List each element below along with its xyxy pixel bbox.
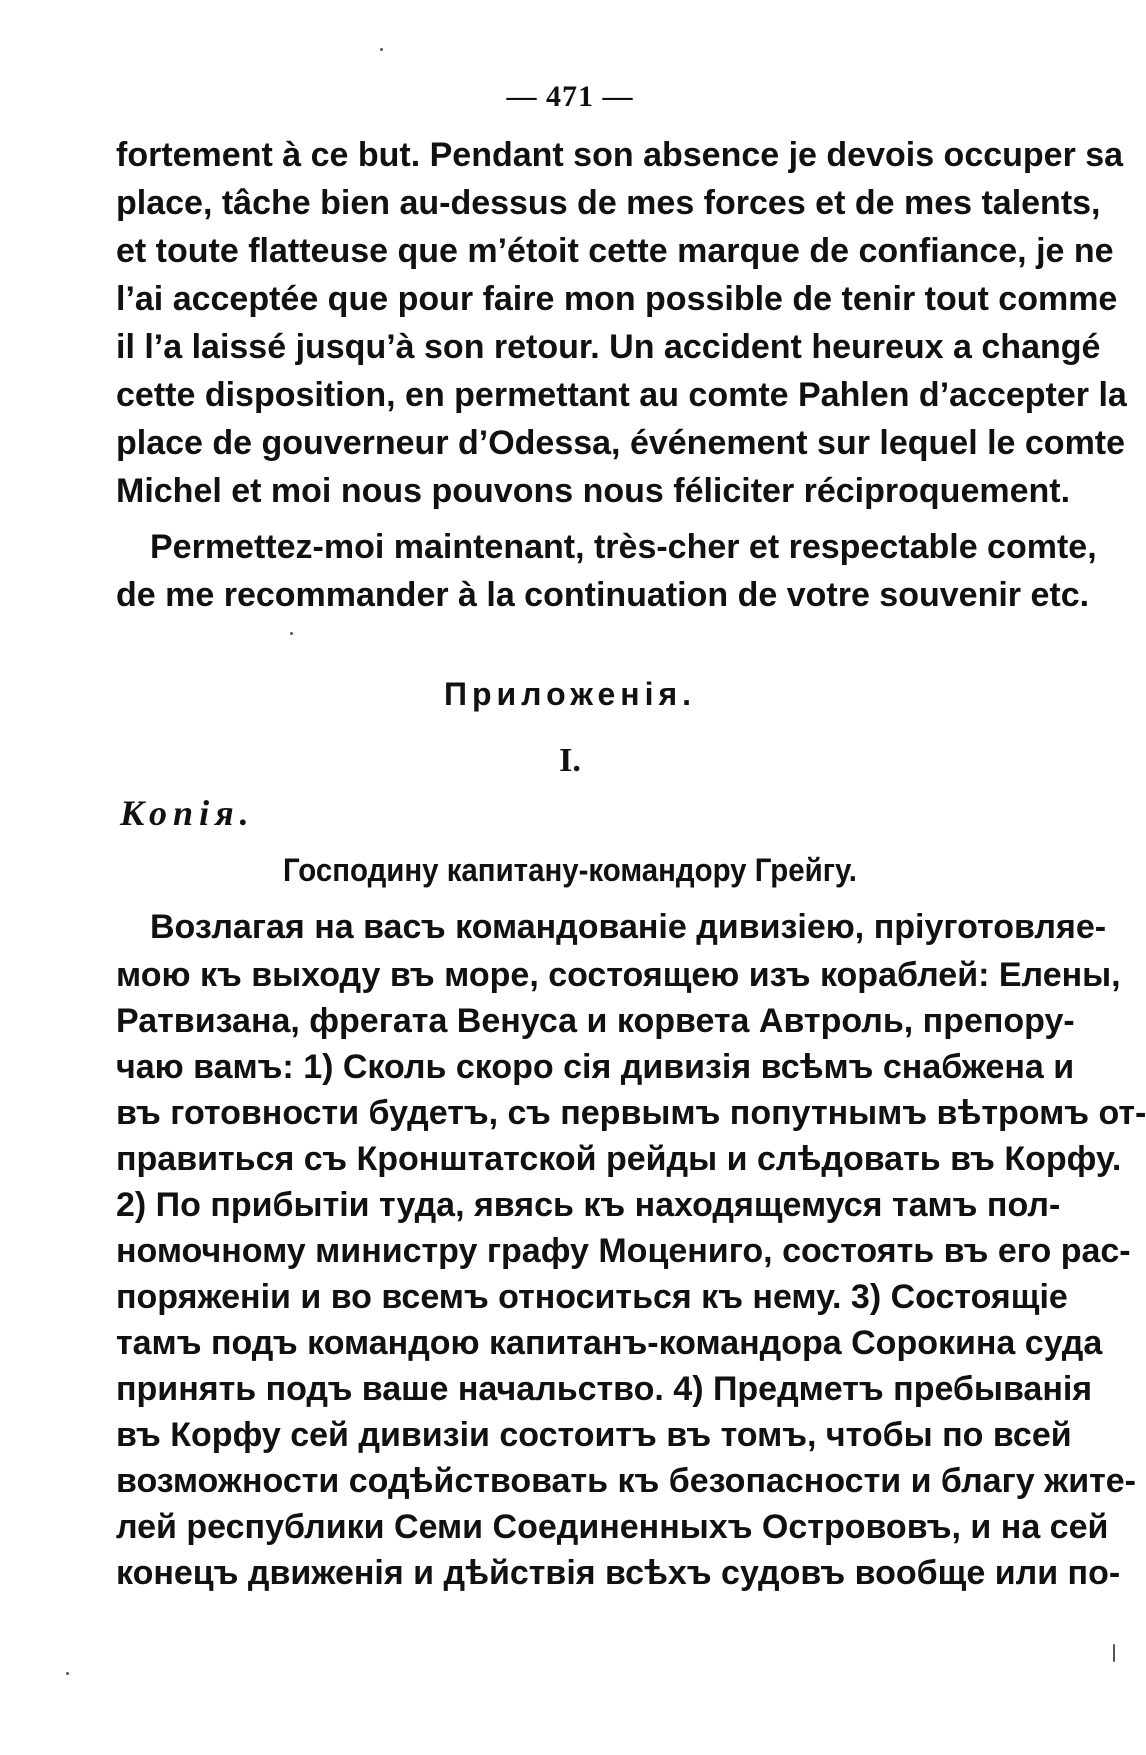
- text-line: принять подъ ваше начальство. 4) Предметъ пребыванія: [116, 1370, 1093, 1408]
- text-line: et toute flatteuse que m’étoit cette marque de confiance, je ne: [116, 232, 1114, 270]
- text-line: лей республики Семи Соединенныхъ Острововъ, и на сей: [116, 1508, 1109, 1546]
- appendix-number: I.: [559, 742, 581, 779]
- text-line: въ готовности будетъ, съ первымъ попутнымъ вѣтромъ от-: [116, 1094, 1146, 1132]
- page-number: — 471 —: [506, 80, 634, 113]
- scan-speck: [380, 48, 383, 51]
- text-line: конецъ движенія и дѣйствія всѣхъ судовъ вообще или по-: [116, 1554, 1121, 1592]
- text-line: place, tâche bien au-dessus de mes forces et de mes talents,: [116, 184, 1101, 222]
- scan-speck: [66, 1672, 69, 1675]
- text-line: возможности содѣйствовать къ безопасности и благу жите-: [116, 1462, 1136, 1500]
- text-line: de me recommander à la continuation de votre souvenir etc.: [116, 576, 1090, 614]
- text-line: il l’a laissé jusqu’à son retour. Un accident heureux a changé: [116, 328, 1101, 366]
- text-line: Ратвизана, фрегата Венуса и корвета Автроль, препору-: [116, 1002, 1075, 1040]
- appendix-heading: Приложенія.: [443, 676, 697, 712]
- text-line: въ Корфу сей дивизіи состоитъ въ томъ, чтобы по всей: [116, 1416, 1072, 1454]
- letter-address: Господину капитану-командору Грейгу.: [283, 852, 857, 888]
- text-line: чаю вамъ: 1) Сколь скоро сія дивизія всѣмъ снабжена и: [116, 1048, 1075, 1086]
- scan-speck: [1113, 1644, 1115, 1662]
- text-line: place de gouverneur d’Odessa, événement sur lequel le comte: [116, 424, 1126, 462]
- scan-speck: [290, 632, 293, 635]
- text-line: тамъ подъ командою капитанъ-командора Сорокина суда: [116, 1324, 1103, 1362]
- text-line: номочному министру графу Моцениго, состоять въ его рас-: [116, 1232, 1131, 1270]
- text-line: l’ai acceptée que pour faire mon possible de tenir tout comme: [116, 280, 1118, 318]
- text-line: cette disposition, en permettant au comte Pahlen d’accepter la: [116, 376, 1127, 414]
- text-line: Возлагая на васъ командованіе дивизіею, пріуготовляе-: [150, 908, 1107, 946]
- text-line: мою къ выходу въ море, состоящею изъ кораблей: Елены,: [116, 956, 1121, 994]
- text-line: fortement à ce but. Pendant son absence je devois occuper sa: [116, 136, 1124, 174]
- text-line: Permettez-moi maintenant, très-cher et respectable comte,: [150, 528, 1097, 566]
- text-line: 2) По прибытіи туда, явясь къ находящемуся тамъ пол-: [116, 1186, 1061, 1224]
- text-line: Michel et moi nous pouvons nous féliciter réciproquement.: [116, 472, 1071, 510]
- copy-label: Копія.: [120, 793, 255, 833]
- text-line: поряженіи и во всемъ относиться къ нему. 3) Состоящіе: [116, 1278, 1068, 1316]
- text-line: правиться съ Кронштатской рейды и слѣдовать въ Корфу.: [116, 1140, 1122, 1178]
